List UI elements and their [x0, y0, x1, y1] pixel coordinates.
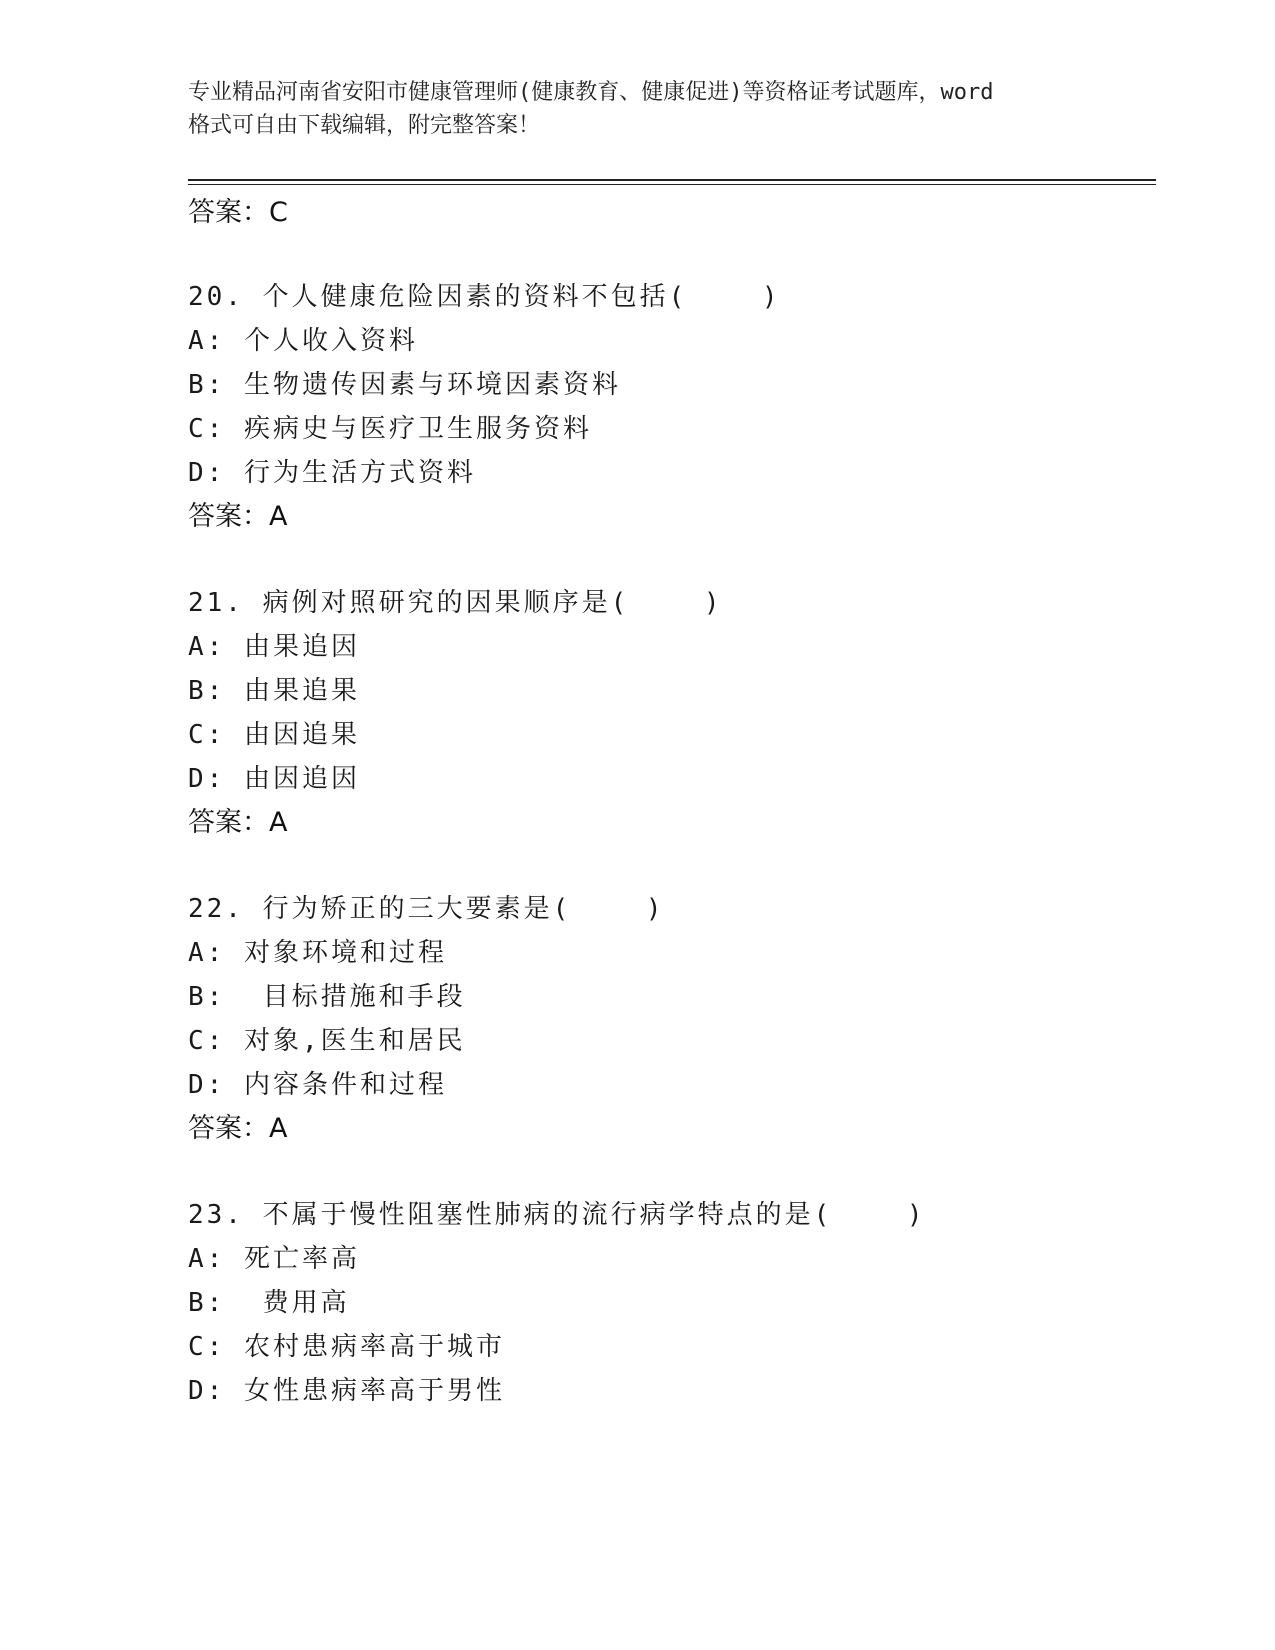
header-line-1: 专业精品河南省安阳市健康管理师(健康教育、健康促进)等资格证考试题库，word	[188, 80, 994, 105]
question-23-stem: 23. 不属于慢性阻塞性肺病的流行病学特点的是( )	[188, 1200, 926, 1230]
question-20-option-b: B: 生物遗传因素与环境因素资料	[188, 370, 621, 400]
question-23-option-d: D: 女性患病率高于男性	[188, 1376, 505, 1406]
question-22-option-a: A: 对象环境和过程	[188, 938, 447, 968]
question-21-stem: 21. 病例对照研究的因果顺序是( )	[188, 588, 723, 618]
question-23-option-a: A: 死亡率高	[188, 1244, 360, 1274]
header-divider-thin	[188, 184, 1156, 185]
question-22-stem: 22. 行为矫正的三大要素是( )	[188, 894, 665, 924]
question-22-option-d: D: 内容条件和过程	[188, 1070, 447, 1100]
question-20-option-d: D: 行为生活方式资料	[188, 458, 476, 488]
question-22-answer: 答案：A	[188, 1113, 288, 1144]
header-line-2: 格式可自由下载编辑，附完整答案！	[188, 113, 541, 138]
question-22-option-b: B: 目标措施和手段	[188, 982, 466, 1012]
question-22-option-c: C: 对象,医生和居民	[188, 1026, 466, 1056]
question-20-stem: 20. 个人健康危险因素的资料不包括( )	[188, 282, 781, 312]
question-21-answer: 答案：A	[188, 807, 288, 838]
question-21-option-c: C: 由因追果	[188, 720, 360, 750]
question-20-option-c: C: 疾病史与医疗卫生服务资料	[188, 414, 592, 444]
question-21-option-a: A: 由果追因	[188, 632, 360, 662]
question-20-option-a: A: 个人收入资料	[188, 326, 418, 356]
question-23-option-c: C: 农村患病率高于城市	[188, 1332, 505, 1362]
document-header	[188, 76, 1088, 142]
question-23-option-b: B: 费用高	[188, 1288, 350, 1318]
previous-answer: 答案：C	[188, 197, 288, 228]
question-20-answer: 答案：A	[188, 501, 288, 532]
header-divider-thick	[188, 179, 1156, 181]
question-21-option-b: B: 由果追果	[188, 676, 360, 706]
question-21-option-d: D: 由因追因	[188, 764, 360, 794]
